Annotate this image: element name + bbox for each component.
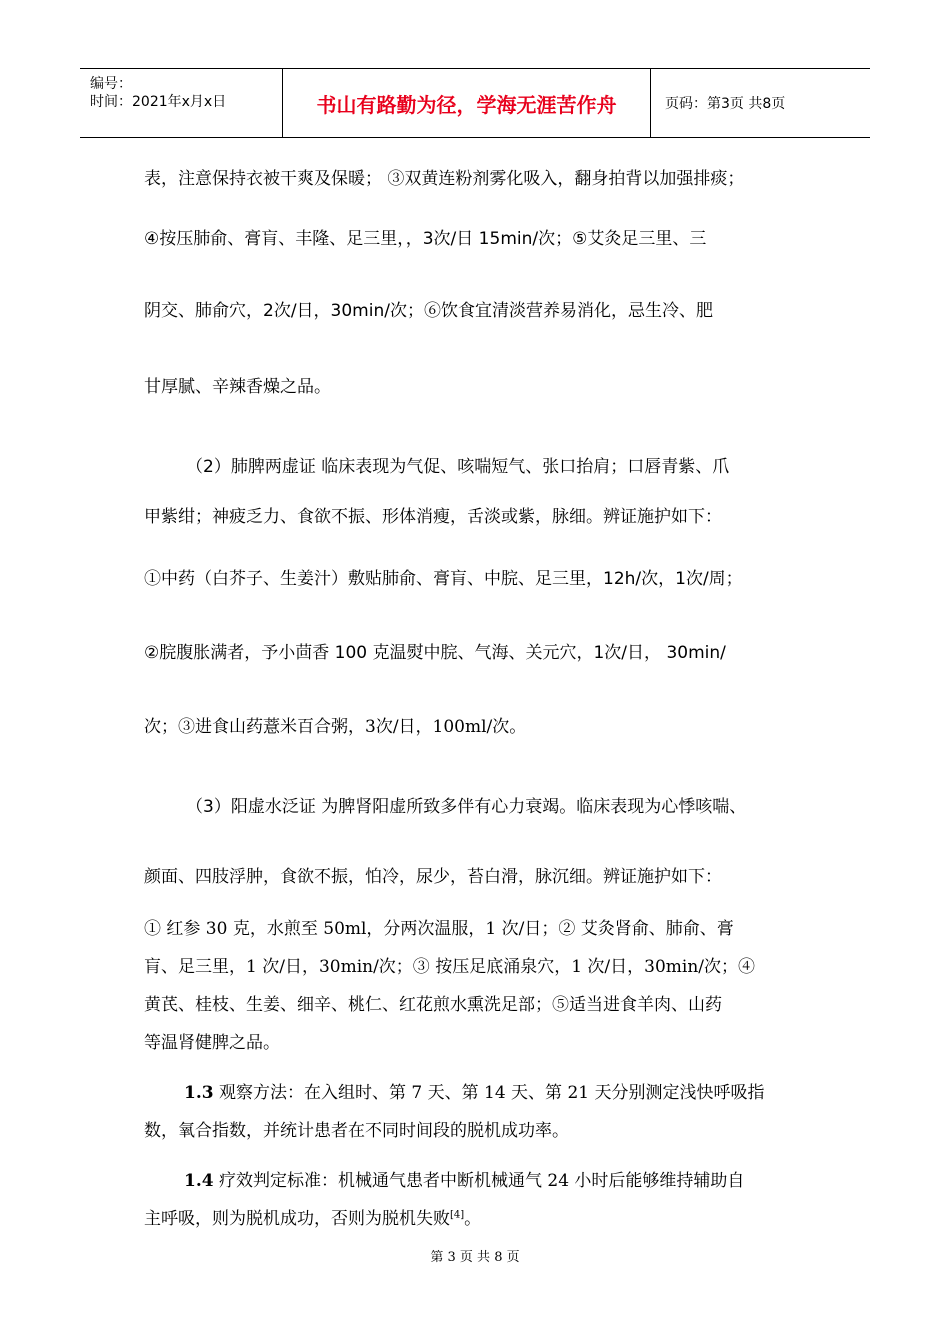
- body-line: 阴交、肺俞穴，2次/日，30min/次；⑥饮食宜清淡营养易消化，忌生冷、肥: [144, 301, 713, 321]
- header-motto: 书山有路勤为径，学海无涯苦作舟: [283, 69, 651, 137]
- body-line: 肓、足三里，1 次/日，30min/次；③ 按压足底涌泉穴，1 次/日，30min/次；④: [144, 957, 756, 977]
- header-meta: [80, 69, 283, 137]
- body-line: ①中药（白芥子、生姜汁）敷贴肺俞、膏肓、中脘、足三里，12h/次，1次/周；: [144, 569, 743, 589]
- number-label: 编号：: [90, 76, 132, 92]
- body-line: 甘厚腻、辛辣香燥之品。: [144, 377, 331, 397]
- body-line: 数，氧合指数，并统计患者在不同时间段的脱机成功率。: [144, 1121, 569, 1141]
- section-heading: （3）阳虚水泛证 为脾肾阳虚所致多伴有心力衰竭。临床表现为心悸咳喘、: [186, 797, 747, 817]
- page-header: [80, 68, 870, 138]
- citation-ref: [4]: [450, 1209, 465, 1221]
- body-line: 表，注意保持衣被干爽及保暖； ③双黄连粉剂雾化吸入，翻身拍背以加强排痰；: [144, 169, 745, 189]
- body-line: 次；③进食山药薏米百合粥，3次/日，100ml/次。: [144, 717, 527, 737]
- time-label: 时间：2021年x月x日: [90, 94, 227, 110]
- body-line: 主呼吸，则为脱机成功，否则为脱机失败[4]。: [144, 1209, 482, 1229]
- section-heading: （2）肺脾两虚证 临床表现为气促、咳喘短气、张口抬肩；口唇青紫、爪: [186, 457, 730, 477]
- body-line: ④按压肺俞、膏肓、丰隆、足三里，，3次/日 15min/次；⑤艾灸足三里、三: [144, 229, 707, 249]
- page-footer: 第 3 页 共 8 页: [430, 1250, 520, 1265]
- body-line: 黄芪、桂枝、生姜、细辛、桃仁、红花煎水熏洗足部；⑤适当进食羊肉、山药: [144, 995, 722, 1015]
- body-line: ②脘腹胀满者，予小茴香 100 克温熨中脘、气海、关元穴，1次/日， 30min/: [144, 643, 726, 663]
- body-line: 甲紫绀；神疲乏力、食欲不振、形体消瘦，舌淡或紫，脉细。辨证施护如下：: [144, 507, 722, 527]
- section-1-3: 1.3 观察方法：在入组时、第 7 天、第 14 天、第 21 天分别测定浅快呼吸指: [184, 1083, 765, 1103]
- section-1-4: 1.4 疗效判定标准：机械通气患者中断机械通气 24 小时后能够维持辅助自: [184, 1171, 745, 1191]
- body-line: 等温肾健脾之品。: [144, 1033, 280, 1053]
- header-page-info: 页码：第3页 共8页: [665, 96, 786, 112]
- body-line: 颜面、四肢浮肿，食欲不振，怕冷，尿少，苔白滑，脉沉细。辨证施护如下：: [144, 867, 722, 887]
- body-line: ① 红参 30 克，水煎至 50ml，分两次温服，1 次/日；② 艾灸肾俞、肺俞、膏: [144, 919, 734, 939]
